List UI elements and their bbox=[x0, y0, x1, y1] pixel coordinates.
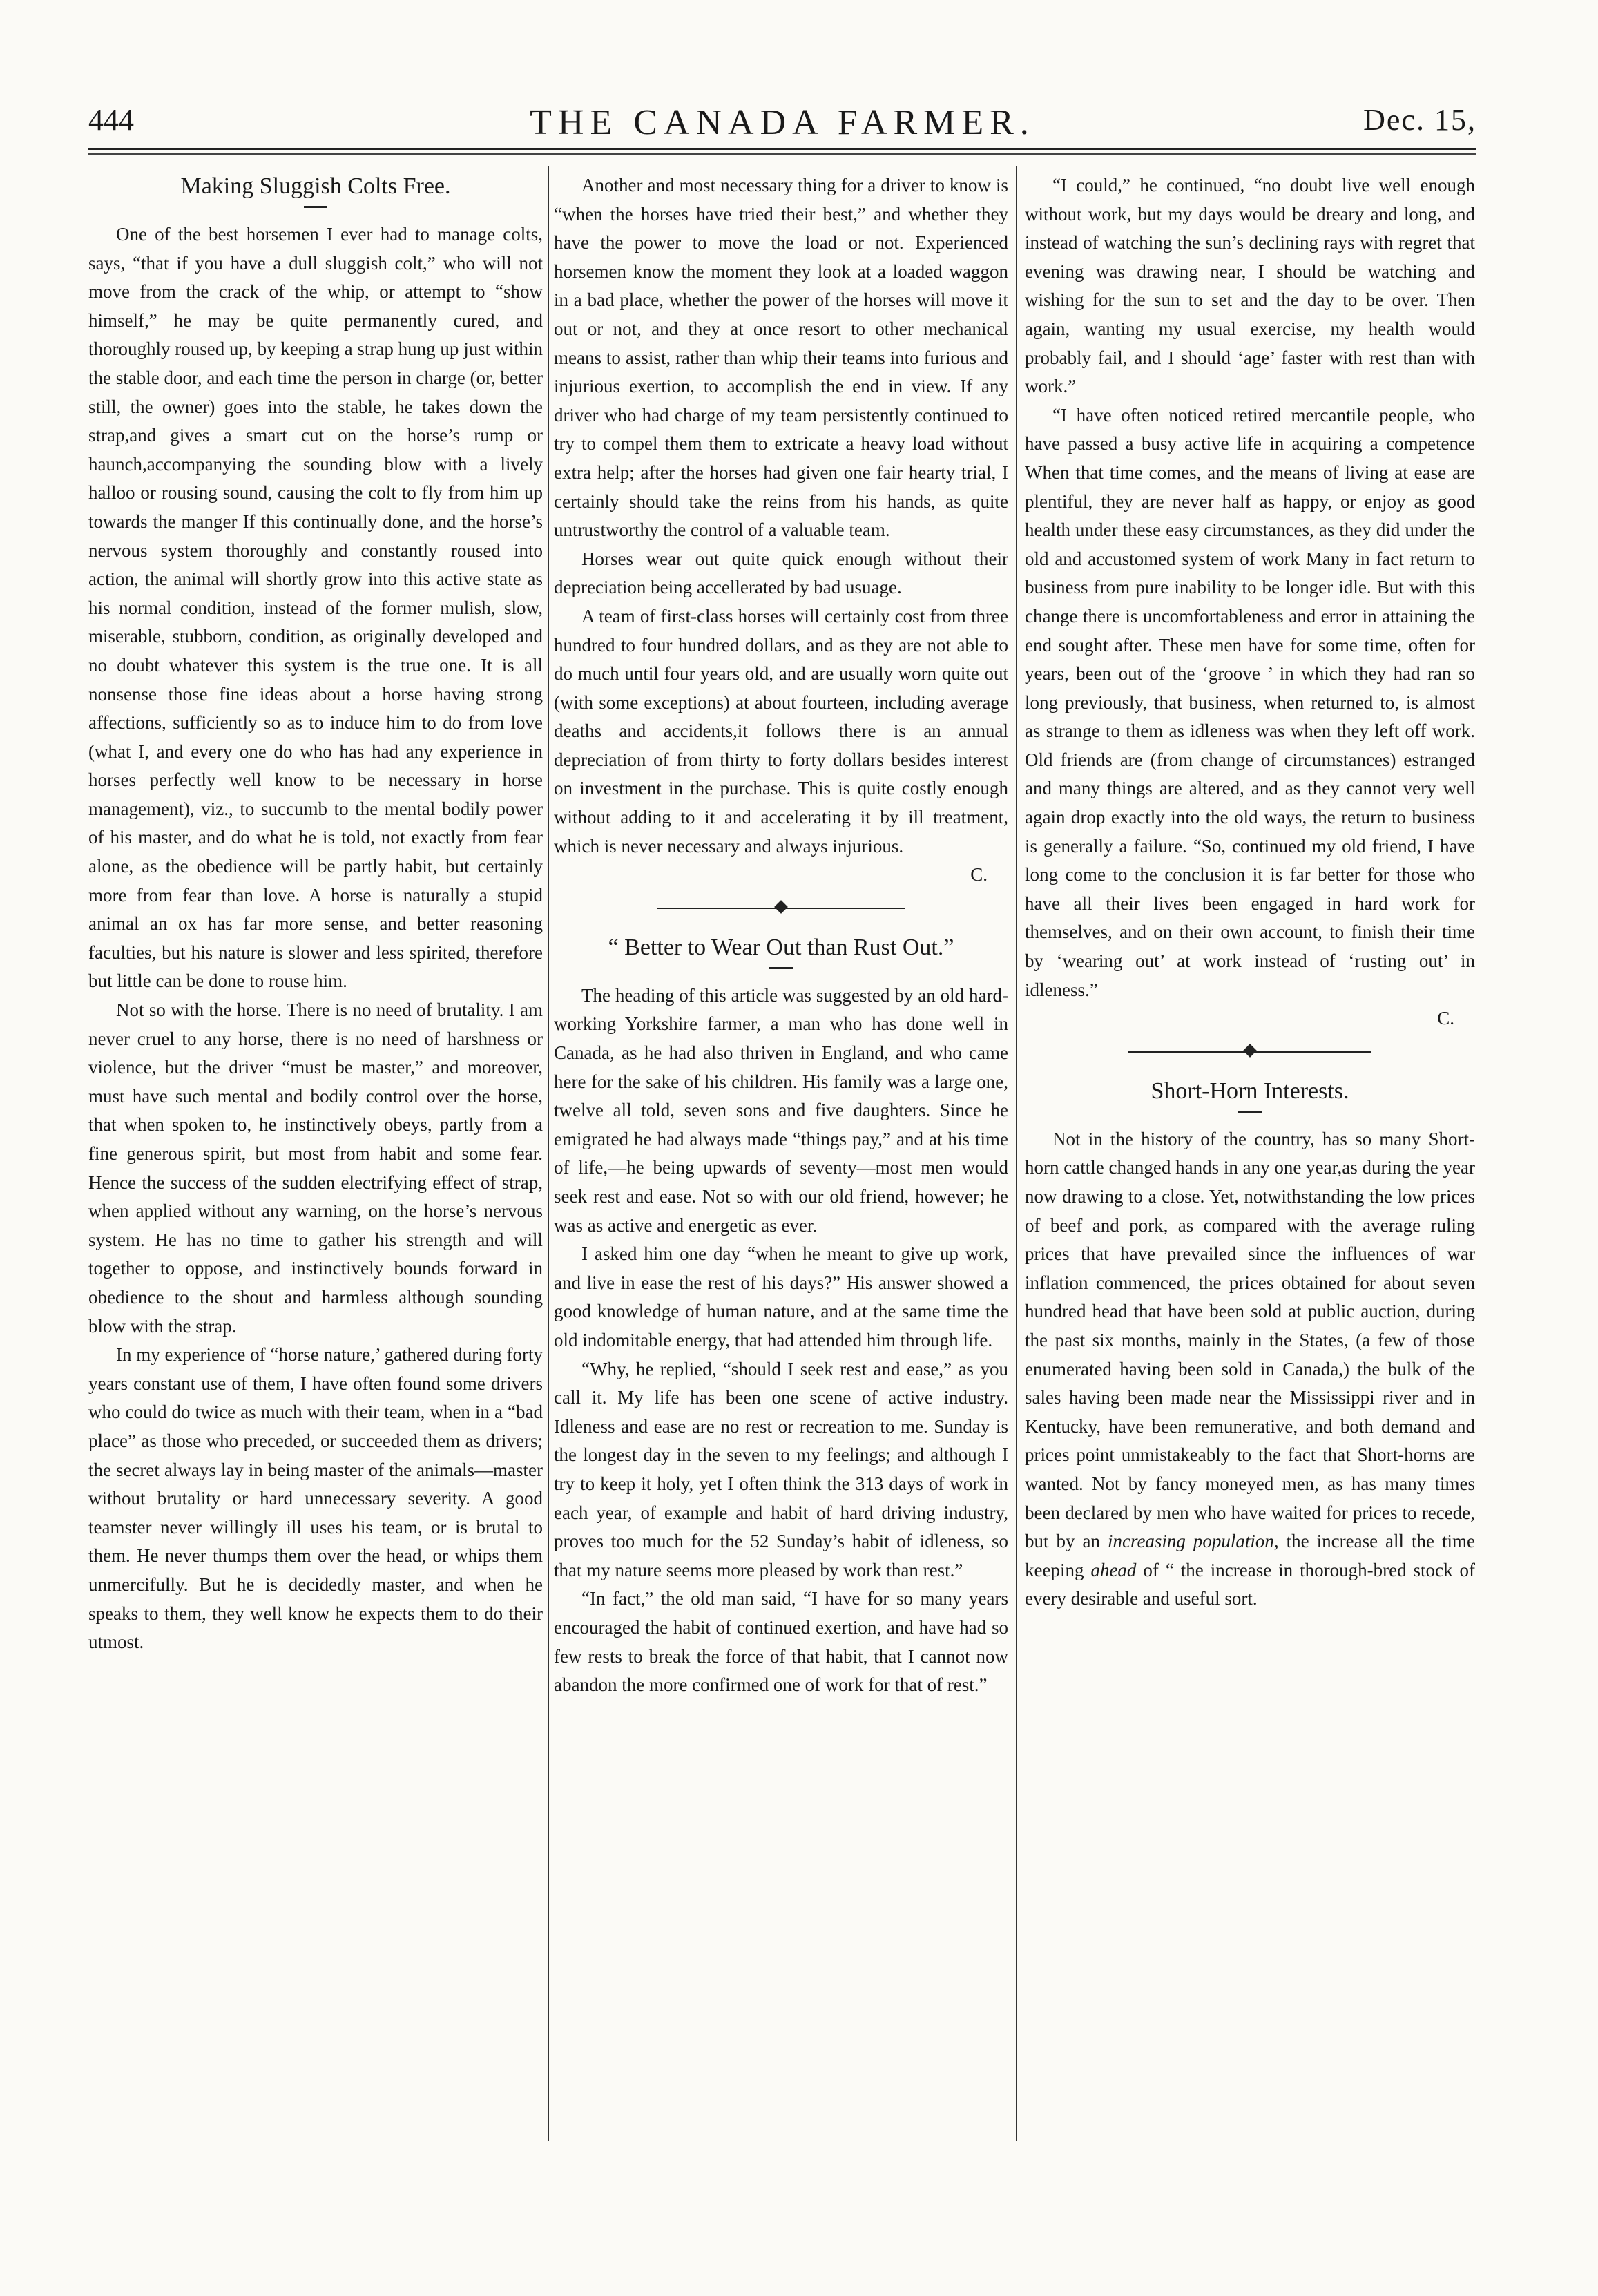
newspaper-title: THE CANADA FARMER. bbox=[530, 103, 1035, 142]
paragraph: “In fact,” the old man said, “I have for so many years encouraged the habit of continued exertion, and have had so few rests to break the force of that habit, that I cannot now abandon the more confirmed one of work for that of rest.” bbox=[554, 1588, 1008, 1696]
paragraph: “Why, he replied, “should I seek rest and ease,” as you call it. My life has been one scene of active industry. Idleness and ease are no rest or recreation to me. Sunday is the longest day in the seven to my feelings; and although I try to keep it holy, yet I often think the 313 days of work in each year, of example and habit of hard driving industry, proves too much for the 52 Sunday’s habit of idleness, so that my nature seems more pleased by work than rest.” bbox=[554, 1358, 1008, 1580]
article-title-colts: Making Sluggish Colts Free. bbox=[180, 173, 451, 199]
column-divider bbox=[548, 166, 549, 2141]
text-run: Not in the history of the country, has so many Short-horn cattle changed hands in any one year,as during the year now drawing to a close. Yet, notwithstanding the low prices of beef and pork, as compared with the average ruling prices that have prevailed since the influences of war inflation commenced, the prices obtained for about seven hundred head that have been sold at public auction, during the past six months, mainly in the States, (a few of those enumerated having been sold in Canada,) the bulk of the sales having been made near the Mississippi river and in Kentucky, have been remunerative, and both demand and prices point unmistakeably to the fact that Short-horns are wanted. Not by fancy moneyed men, as has many times been declared by men who have waited for prices to recede, but by an bbox=[1025, 1128, 1475, 1552]
italic-text: increasing population, bbox=[1107, 1531, 1279, 1552]
column-3 bbox=[1025, 171, 1475, 2140]
italic-text: ahead bbox=[1090, 1559, 1137, 1580]
text-run: of “ the increase in thorough-bred stock of every desirable and useful sort. bbox=[1025, 1559, 1475, 1609]
title-dash bbox=[1238, 1111, 1262, 1113]
article-title-wear-out: “ Better to Wear Out than Rust Out.” bbox=[608, 934, 954, 960]
paragraph: “I have often noticed retired mercantile people, who have passed a busy active life in acquiring a competence When that time comes, and the means of living at ease are plentiful, they are never half as happy, or enjoy as good health under these easy circumstances, as they did under the old and accustomed system of work Many in fact return to business from pure inability to be longer idle. But with this change there is uncomfortableness and error in attaining the end sought after. These men have for some time, often for years, been out of the ‘groove ’ in which they had ran so long previously, that business, when returned to, is almost as strange to them as idleness was when they left off work. Old friends are (from change of circumstances) estranged and many things are altered, and as they cannot very well again drop exactly into the old ways, the return to business is generally a failure. “So, continued my old friend, I have long come to the conclusion it is far better for those who have all their lives been engaged in hard work for themselves, and on their own account, to finish their time by ‘wearing out’ at work instead of ‘rusting out’ in idleness.” bbox=[1025, 404, 1475, 1000]
paragraph: “I could,” he continued, “no doubt live well enough without work, but my days would be dreary and long, and instead of watching the sun’s declining rays with regret that evening was drawing near, I should be watching and wishing for the sun to set and the day to be over. Then again, wanting my usual exercise, my health would probably fail, and I should ‘age’ faster with rest than with work.” bbox=[1025, 175, 1475, 397]
masthead bbox=[88, 102, 1476, 151]
paragraph: One of the best horsemen I ever had to manage colts, says, “that if you have a dull sluggish colt,” who will not move from the crack of the whip, or attempt to “show himself,” he may be quite permanently cured, and thoroughly roused up, by keeping a strap hung up just within the stable door, and each time the person in charge (or, better still, the owner) goes into the stable, he takes down the strap,and gives a smart cut on the horse’s rump or haunch,accompanying the sounding blow with a lively halloo or rousing sound, causing the colt to fly from him up towards the manger If this continually done, and the horse’s nervous system thoroughly and constantly roused into action, the animal will shortly grow into this active state as his normal condition, instead of the former mulish, slow, miserable, stubborn, condition, as originally developed and no doubt whatever this system is the true one. It is all nonsense those fine ideas about a horse having strong affections, sufficiently so as to induce him to do from love (what I, and every one do who has had any experience in horses perfectly well know to be necessary in horse management), viz., to succumb to the mental bodily power of his master, and do what he is told, not exactly from fear alone, as the obedience will be partly habit, but certainly more from fear than love. A horse is naturally a stupid animal an ox has far more sense, and better reasoning faculties, but his nature is slower and less spirited, therefore but little can be done to rouse him. bbox=[88, 224, 543, 992]
paragraph: The heading of this article was suggested by an old hard-working Yorkshire farmer, a man who has done well in Canada, as he had also thriven in England, and who came here for the sake of his children. His family was a large one, twelve all told, seven sons and five daughters. Since he emigrated he had always made “things pay,” and at his time of life,—he being upwards of seventy—most men would seek rest and ease. Not so with our old friend, however; he was as active and energetic as ever. bbox=[554, 984, 1008, 1236]
title-dash bbox=[769, 967, 793, 969]
paragraph: Another and most necessary thing for a driver to know is “when the horses have tried their best,” and whether they have the power to move the load or not. Experienced horsemen know the moment they look at a loaded waggon in a bad place, whether the power of the horses will move it out or not, and they at once resort to other mechanical means to assist, rather than whip their teams into furious and injurious exertion, to accomplish the end in view. If any driver who had charge of my team persistently continued to try to compel them them to extricate a heavy load without extra help; after the horses had given one fair hearty trial, I certainly should take the reins from his hands, as quite untrustworthy the control of a valuable team. bbox=[554, 175, 1008, 541]
issue-date: Dec. 15, bbox=[1363, 103, 1476, 137]
header-rule-thin bbox=[88, 153, 1476, 155]
column-divider bbox=[1016, 166, 1017, 2141]
header-rule bbox=[88, 148, 1476, 150]
column-1 bbox=[88, 171, 543, 2140]
paragraph: A team of first-class horses will certainly cost from three hundred to four hundred dollars, and as they are not able to do much until four years old, and are usually worn quite out (with some exceptions) at about fourteen, including average deaths and accidents,it follows there is an annual depreciation of from thirty to forty dollars besides interest on investment in the purchase. This is quite costly enough without adding to it and accelerating it by ill treatment, which is never necessary and always injurious. bbox=[554, 605, 1008, 857]
title-dash bbox=[304, 206, 327, 208]
article-separator bbox=[1025, 1040, 1475, 1064]
paragraph: Horses wear out quite quick enough without their depreciation being accellerated by bad usuage. bbox=[554, 548, 1008, 598]
article-title-shorthorn: Short-Horn Interests. bbox=[1151, 1078, 1349, 1104]
signature: C. bbox=[1437, 1008, 1454, 1029]
text-run: the increase all the time keeping bbox=[1025, 1531, 1475, 1580]
paragraph: I asked him one day “when he meant to give up work, and live in ease the rest of his days?” His answer showed a good knowledge of human nature, and at the same time the old indomitable energy, that had attended him through life. bbox=[554, 1243, 1008, 1350]
paragraph: Not so with the horse. There is no need of brutality. I am never cruel to any horse, there is no need of harshness or violence, but the driver “must be master,” and moreover, must have such mental and bodily control over the horse, that when spoken to, he instinctively obeys, partly from a fine generous spirit, but most from habit and some fear. Hence the success of the sudden electrifying effect of strap, when applied without any warning, on the horse’s nervous system. He has no time to gather his strength and will together to oppose, and instinctively bounds forward in obedience to the shout and harmless although sounding blow with the strap. bbox=[88, 999, 543, 1337]
paragraph: In my experience of “horse nature,’ gathered during forty years constant use of them, I have often found some drivers who could do twice as much with their team, when in a “bad place” as those who preceded, or succeeded them as drivers; the secret always lay in being master of the animals—master without brutality or hard unnecessary severity. A good teamster never willingly ill uses his team, or is brutal to them. He never thumps them over the head, or whips them unmercifully. But he is decidedly master, and when he speaks to them, they well know he expects them to do their utmost. bbox=[88, 1344, 543, 1653]
column-2 bbox=[554, 171, 1008, 2140]
page-number: 444 bbox=[88, 103, 134, 137]
article-separator bbox=[554, 897, 1008, 920]
signature: C. bbox=[970, 864, 988, 886]
paragraph bbox=[1025, 1125, 1475, 1614]
